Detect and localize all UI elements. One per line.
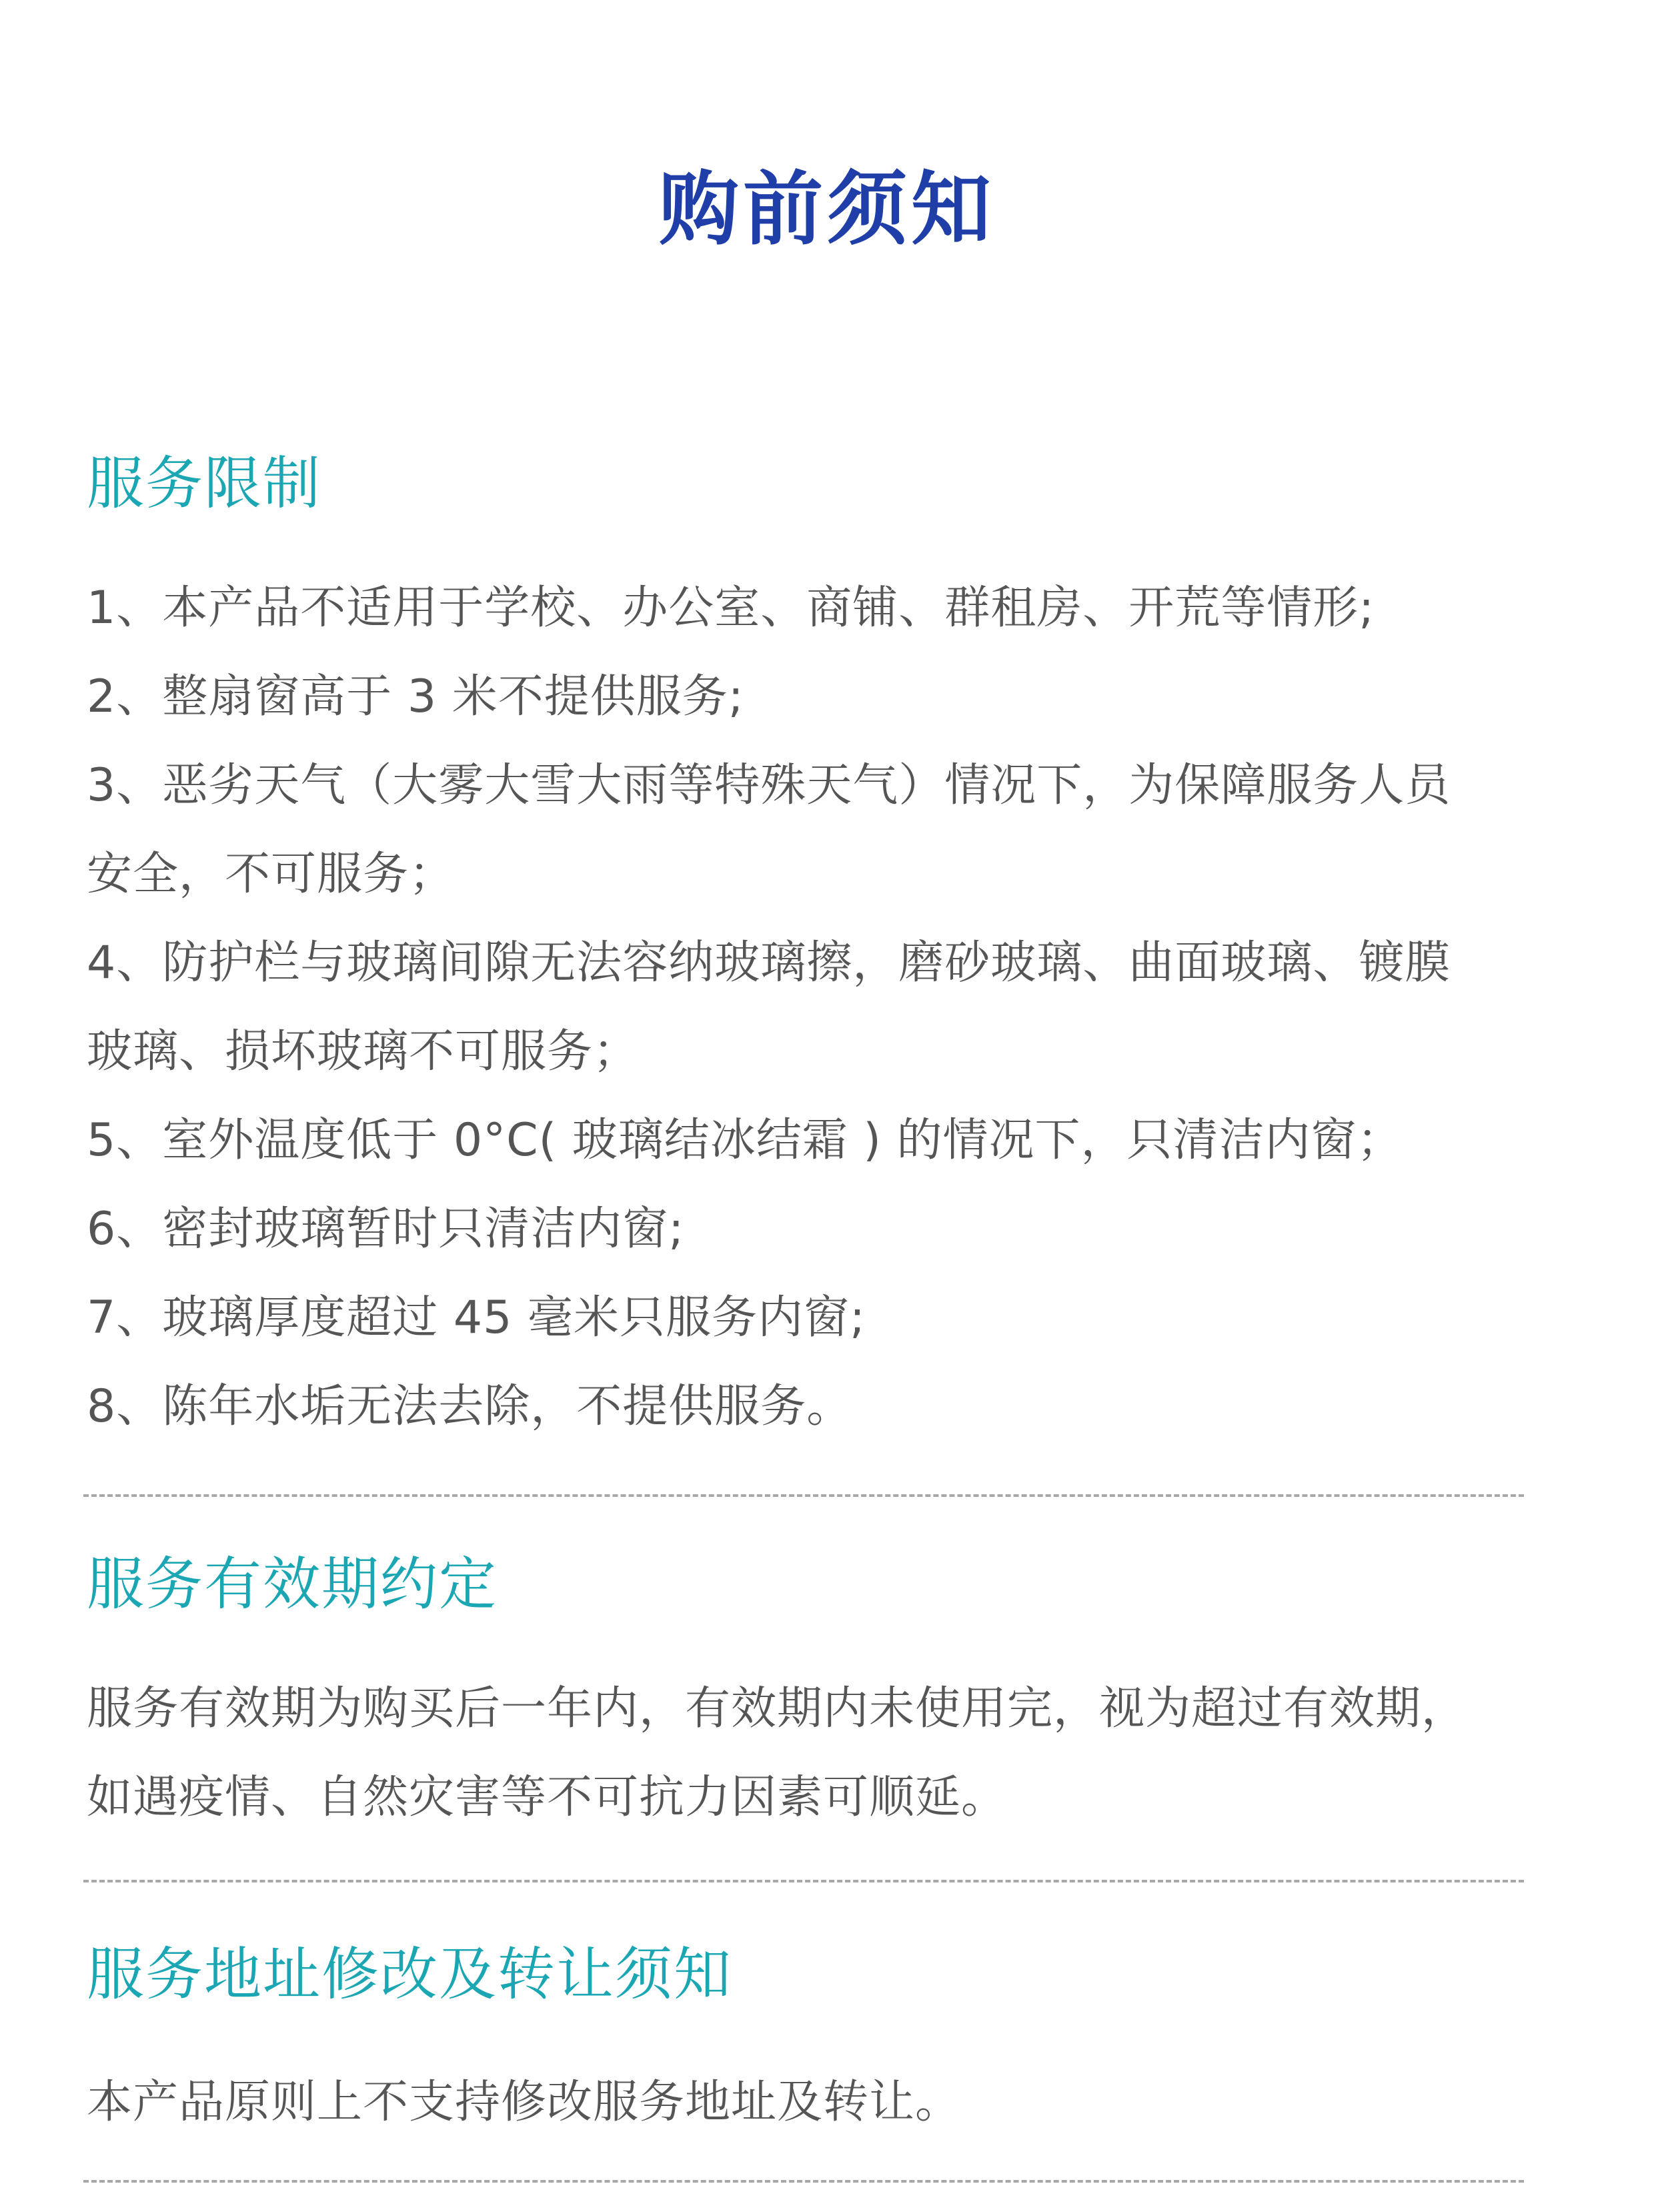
transfer-paragraph: [87, 2058, 1567, 2147]
paragraph-line: 如遇疫情、自然灾害等不可抗力因素可顺延。: [87, 1771, 1008, 1824]
section-heading: 服务限制: [87, 450, 321, 517]
section-heading: 服务地址修改及转让须知: [87, 1941, 732, 2008]
list-item: 玻璃、损坏玻璃不可服务；: [87, 1025, 640, 1078]
section-validity-period: [87, 1548, 1567, 1842]
list-item: 1、本产品不适用于学校、办公室、商铺、群租房、开荒等情形;: [87, 582, 1375, 634]
dashed-divider: [83, 1494, 1524, 1497]
validity-paragraph: [87, 1664, 1567, 1842]
dashed-divider: [83, 2180, 1524, 2183]
list-item: 5、室外温度低于 0°C( 玻璃结冰结霜 ) 的情况下，只清洁内窗；: [87, 1114, 1403, 1167]
paragraph-line: 本产品原则上不支持修改服务地址及转让。: [87, 2076, 962, 2129]
section-address-transfer: [87, 1938, 1567, 2147]
list-item: 4、防护栏与玻璃间隙无法容纳玻璃擦，磨砂玻璃、曲面玻璃、镀膜: [87, 937, 1451, 989]
list-item: 6、密封玻璃暂时只清洁内窗;: [87, 1203, 685, 1255]
list-item: 7、玻璃厚度超过 45 毫米只服务内窗;: [87, 1291, 866, 1344]
page-title: 购前须知: [659, 163, 995, 256]
list-item: 安全，不可服务；: [87, 848, 456, 901]
paragraph-line: 服务有效期为购买后一年内，有效期内未使用完，视为超过有效期，: [87, 1682, 1468, 1735]
list-item: 3、恶劣天气（大雾大雪大雨等特殊天气）情况下，为保障服务人员: [87, 759, 1451, 812]
section-service-restrictions: [87, 447, 1567, 1451]
dashed-divider: [83, 1880, 1524, 1882]
list-item: 2、整扇窗高于 3 米不提供服务;: [87, 670, 744, 723]
section-heading: 服务有效期约定: [87, 1551, 498, 1618]
list-item: 8、陈年水垢无法去除，不提供服务。: [87, 1380, 853, 1433]
restriction-list: [87, 564, 1567, 1451]
